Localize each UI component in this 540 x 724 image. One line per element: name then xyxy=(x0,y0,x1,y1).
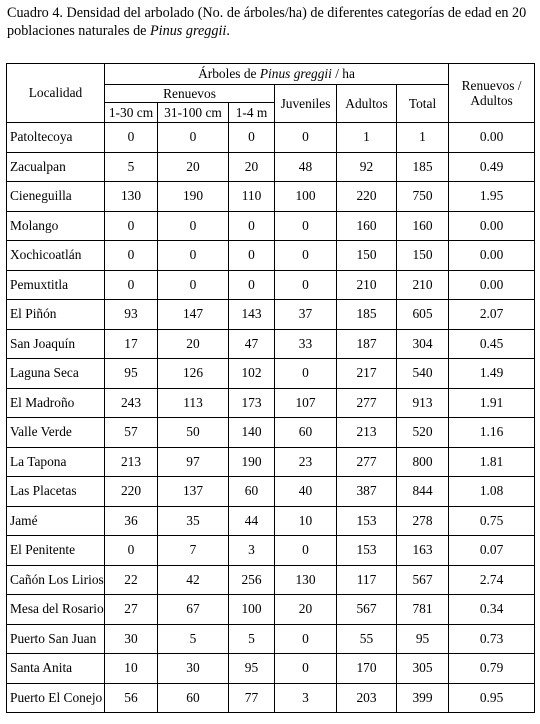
cell-total: 305 xyxy=(397,654,449,684)
cell-renuevos-1-30: 0 xyxy=(105,270,158,300)
table-row xyxy=(7,565,535,595)
cell-adultos: 387 xyxy=(337,477,397,507)
cell-renuevos-1-4m: 0 xyxy=(229,211,275,241)
cell-locality: Patoltecoya xyxy=(7,123,105,153)
cell-juveniles: 0 xyxy=(275,624,337,654)
cell-renuevos-1-30: 17 xyxy=(105,329,158,359)
cell-renuevos-1-4m: 20 xyxy=(229,152,275,182)
table-row xyxy=(7,241,535,271)
cell-renuevos-1-4m: 0 xyxy=(229,241,275,271)
cell-juveniles: 23 xyxy=(275,447,337,477)
cell-renuevos-31-100: 190 xyxy=(158,182,229,212)
cell-renuevos-1-4m: 256 xyxy=(229,565,275,595)
cell-renuevos-1-30: 0 xyxy=(105,536,158,566)
cell-ratio: 0.75 xyxy=(449,506,535,536)
cell-juveniles: 0 xyxy=(275,123,337,153)
cell-renuevos-31-100: 50 xyxy=(158,418,229,448)
cell-total: 1 xyxy=(397,123,449,153)
cell-renuevos-1-30: 56 xyxy=(105,683,158,713)
cell-juveniles: 20 xyxy=(275,595,337,625)
cell-adultos: 567 xyxy=(337,595,397,625)
cell-ratio: 0.49 xyxy=(449,152,535,182)
table-row xyxy=(7,300,535,330)
cell-total: 567 xyxy=(397,565,449,595)
header-31-100cm: 31-100 cm xyxy=(158,103,229,123)
cell-renuevos-1-30: 0 xyxy=(105,123,158,153)
cell-total: 210 xyxy=(397,270,449,300)
table-row xyxy=(7,447,535,477)
cell-adultos: 210 xyxy=(337,270,397,300)
cell-renuevos-31-100: 0 xyxy=(158,123,229,153)
cell-adultos: 203 xyxy=(337,683,397,713)
cell-renuevos-1-4m: 173 xyxy=(229,388,275,418)
table-row xyxy=(7,211,535,241)
cell-total: 800 xyxy=(397,447,449,477)
cell-locality: La Tapona xyxy=(7,447,105,477)
cell-adultos: 277 xyxy=(337,388,397,418)
cell-renuevos-1-30: 30 xyxy=(105,624,158,654)
cell-renuevos-1-4m: 143 xyxy=(229,300,275,330)
cell-juveniles: 0 xyxy=(275,359,337,389)
cell-renuevos-1-30: 130 xyxy=(105,182,158,212)
cell-renuevos-1-4m: 5 xyxy=(229,624,275,654)
cell-locality: Santa Anita xyxy=(7,654,105,684)
table-row xyxy=(7,418,535,448)
cell-total: 520 xyxy=(397,418,449,448)
cell-total: 95 xyxy=(397,624,449,654)
cell-total: 399 xyxy=(397,683,449,713)
cell-renuevos-1-4m: 110 xyxy=(229,182,275,212)
header-group-suffix: / ha xyxy=(331,66,355,81)
header-locality: Localidad xyxy=(7,64,105,123)
header-group-species: Pinus greggii xyxy=(259,66,332,81)
cell-renuevos-1-30: 0 xyxy=(105,211,158,241)
cell-locality: Cañón Los Lirios xyxy=(7,565,105,595)
cell-total: 781 xyxy=(397,595,449,625)
header-1-4m: 1-4 m xyxy=(229,103,275,123)
cell-total: 160 xyxy=(397,211,449,241)
cell-juveniles: 0 xyxy=(275,241,337,271)
cell-adultos: 153 xyxy=(337,506,397,536)
cell-adultos: 150 xyxy=(337,241,397,271)
caption-species: Pinus greggii xyxy=(150,23,227,39)
caption-prefix: Cuadro 4. Densidad del arbolado (No. de árboles/ha) de diferentes categorías de edad en 20 poblaciones naturales de xyxy=(7,5,527,39)
cell-renuevos-31-100: 0 xyxy=(158,241,229,271)
cell-renuevos-1-30: 220 xyxy=(105,477,158,507)
cell-renuevos-1-4m: 190 xyxy=(229,447,275,477)
cell-renuevos-1-30: 27 xyxy=(105,595,158,625)
cell-locality: San Joaquín xyxy=(7,329,105,359)
cell-total: 540 xyxy=(397,359,449,389)
cell-renuevos-31-100: 20 xyxy=(158,152,229,182)
header-total: Total xyxy=(397,85,449,123)
cell-ratio: 2.74 xyxy=(449,565,535,595)
cell-locality: Puerto San Juan xyxy=(7,624,105,654)
cell-juveniles: 3 xyxy=(275,683,337,713)
cell-locality: Puerto El Conejo xyxy=(7,683,105,713)
table-row xyxy=(7,329,535,359)
cell-juveniles: 0 xyxy=(275,536,337,566)
cell-adultos: 217 xyxy=(337,359,397,389)
cell-total: 278 xyxy=(397,506,449,536)
table-row xyxy=(7,506,535,536)
cell-renuevos-1-30: 213 xyxy=(105,447,158,477)
cell-renuevos-31-100: 126 xyxy=(158,359,229,389)
cell-renuevos-1-4m: 100 xyxy=(229,595,275,625)
cell-renuevos-1-30: 0 xyxy=(105,241,158,271)
cell-juveniles: 107 xyxy=(275,388,337,418)
table-caption xyxy=(7,4,535,40)
cell-juveniles: 48 xyxy=(275,152,337,182)
cell-locality: Molango xyxy=(7,211,105,241)
cell-renuevos-1-4m: 140 xyxy=(229,418,275,448)
cell-locality: Las Placetas xyxy=(7,477,105,507)
cell-adultos: 187 xyxy=(337,329,397,359)
density-table xyxy=(6,63,535,713)
cell-ratio: 2.07 xyxy=(449,300,535,330)
cell-adultos: 220 xyxy=(337,182,397,212)
cell-renuevos-1-30: 22 xyxy=(105,565,158,595)
cell-total: 163 xyxy=(397,536,449,566)
table-row xyxy=(7,536,535,566)
table-row xyxy=(7,270,535,300)
cell-total: 844 xyxy=(397,477,449,507)
cell-renuevos-31-100: 35 xyxy=(158,506,229,536)
cell-renuevos-31-100: 60 xyxy=(158,683,229,713)
table-body xyxy=(7,123,535,713)
table-row xyxy=(7,182,535,212)
table-row xyxy=(7,595,535,625)
cell-ratio: 1.16 xyxy=(449,418,535,448)
table-row xyxy=(7,477,535,507)
cell-renuevos-1-30: 93 xyxy=(105,300,158,330)
cell-locality: Cieneguilla xyxy=(7,182,105,212)
cell-juveniles: 33 xyxy=(275,329,337,359)
cell-ratio: 0.45 xyxy=(449,329,535,359)
table-row xyxy=(7,624,535,654)
cell-locality: Laguna Seca xyxy=(7,359,105,389)
cell-total: 913 xyxy=(397,388,449,418)
caption-suffix: . xyxy=(226,23,230,39)
header-group xyxy=(105,64,449,85)
cell-ratio: 1.08 xyxy=(449,477,535,507)
cell-renuevos-1-30: 95 xyxy=(105,359,158,389)
header-adultos: Adultos xyxy=(337,85,397,123)
cell-renuevos-1-4m: 47 xyxy=(229,329,275,359)
cell-renuevos-31-100: 0 xyxy=(158,270,229,300)
cell-renuevos-31-100: 67 xyxy=(158,595,229,625)
cell-adultos: 277 xyxy=(337,447,397,477)
cell-renuevos-31-100: 113 xyxy=(158,388,229,418)
cell-ratio: 1.49 xyxy=(449,359,535,389)
cell-renuevos-1-30: 10 xyxy=(105,654,158,684)
header-juveniles: Juveniles xyxy=(275,85,337,123)
cell-ratio: 0.79 xyxy=(449,654,535,684)
header-ratio-line1: Renuevos / xyxy=(461,78,522,93)
cell-adultos: 213 xyxy=(337,418,397,448)
cell-renuevos-1-30: 36 xyxy=(105,506,158,536)
cell-renuevos-1-4m: 44 xyxy=(229,506,275,536)
cell-renuevos-31-100: 20 xyxy=(158,329,229,359)
header-renuevos: Renuevos xyxy=(105,85,275,103)
cell-ratio: 0.00 xyxy=(449,241,535,271)
cell-total: 605 xyxy=(397,300,449,330)
cell-juveniles: 10 xyxy=(275,506,337,536)
cell-locality: El Piñón xyxy=(7,300,105,330)
cell-renuevos-1-4m: 60 xyxy=(229,477,275,507)
cell-ratio: 1.81 xyxy=(449,447,535,477)
cell-renuevos-1-4m: 102 xyxy=(229,359,275,389)
table-row xyxy=(7,359,535,389)
cell-total: 304 xyxy=(397,329,449,359)
cell-locality: El Madroño xyxy=(7,388,105,418)
cell-adultos: 185 xyxy=(337,300,397,330)
cell-ratio: 1.91 xyxy=(449,388,535,418)
cell-locality: Xochicoatlán xyxy=(7,241,105,271)
cell-ratio: 0.07 xyxy=(449,536,535,566)
cell-locality: Mesa del Rosario xyxy=(7,595,105,625)
cell-renuevos-1-30: 57 xyxy=(105,418,158,448)
cell-adultos: 170 xyxy=(337,654,397,684)
cell-ratio: 0.00 xyxy=(449,211,535,241)
cell-juveniles: 0 xyxy=(275,270,337,300)
table-row xyxy=(7,654,535,684)
cell-renuevos-1-4m: 77 xyxy=(229,683,275,713)
cell-renuevos-31-100: 7 xyxy=(158,536,229,566)
cell-renuevos-1-30: 5 xyxy=(105,152,158,182)
cell-renuevos-31-100: 5 xyxy=(158,624,229,654)
cell-ratio: 0.34 xyxy=(449,595,535,625)
cell-ratio: 1.95 xyxy=(449,182,535,212)
cell-locality: Zacualpan xyxy=(7,152,105,182)
cell-juveniles: 0 xyxy=(275,211,337,241)
cell-renuevos-31-100: 97 xyxy=(158,447,229,477)
cell-juveniles: 37 xyxy=(275,300,337,330)
cell-locality: Valle Verde xyxy=(7,418,105,448)
cell-adultos: 160 xyxy=(337,211,397,241)
cell-renuevos-1-4m: 0 xyxy=(229,270,275,300)
cell-renuevos-31-100: 0 xyxy=(158,211,229,241)
cell-total: 185 xyxy=(397,152,449,182)
cell-renuevos-1-4m: 3 xyxy=(229,536,275,566)
cell-adultos: 92 xyxy=(337,152,397,182)
cell-juveniles: 60 xyxy=(275,418,337,448)
cell-locality: Jamé xyxy=(7,506,105,536)
cell-juveniles: 40 xyxy=(275,477,337,507)
table-row xyxy=(7,123,535,153)
cell-juveniles: 130 xyxy=(275,565,337,595)
header-ratio xyxy=(449,64,535,123)
header-group-prefix: Árboles de xyxy=(198,66,260,81)
cell-ratio: 0.00 xyxy=(449,123,535,153)
cell-locality: Pemuxtitla xyxy=(7,270,105,300)
cell-ratio: 0.73 xyxy=(449,624,535,654)
cell-adultos: 153 xyxy=(337,536,397,566)
cell-renuevos-31-100: 42 xyxy=(158,565,229,595)
cell-ratio: 0.00 xyxy=(449,270,535,300)
cell-locality: El Penitente xyxy=(7,536,105,566)
cell-renuevos-31-100: 137 xyxy=(158,477,229,507)
cell-total: 150 xyxy=(397,241,449,271)
header-ratio-line2: Adultos xyxy=(470,93,513,108)
table-row xyxy=(7,152,535,182)
cell-adultos: 1 xyxy=(337,123,397,153)
cell-adultos: 55 xyxy=(337,624,397,654)
cell-renuevos-31-100: 147 xyxy=(158,300,229,330)
cell-adultos: 117 xyxy=(337,565,397,595)
cell-juveniles: 0 xyxy=(275,654,337,684)
cell-renuevos-1-4m: 95 xyxy=(229,654,275,684)
header-1-30cm: 1-30 cm xyxy=(105,103,158,123)
cell-renuevos-31-100: 30 xyxy=(158,654,229,684)
cell-renuevos-1-30: 243 xyxy=(105,388,158,418)
table-row xyxy=(7,683,535,713)
cell-total: 750 xyxy=(397,182,449,212)
cell-renuevos-1-4m: 0 xyxy=(229,123,275,153)
header-row-1 xyxy=(7,64,535,85)
table-row xyxy=(7,388,535,418)
cell-ratio: 0.95 xyxy=(449,683,535,713)
cell-juveniles: 100 xyxy=(275,182,337,212)
